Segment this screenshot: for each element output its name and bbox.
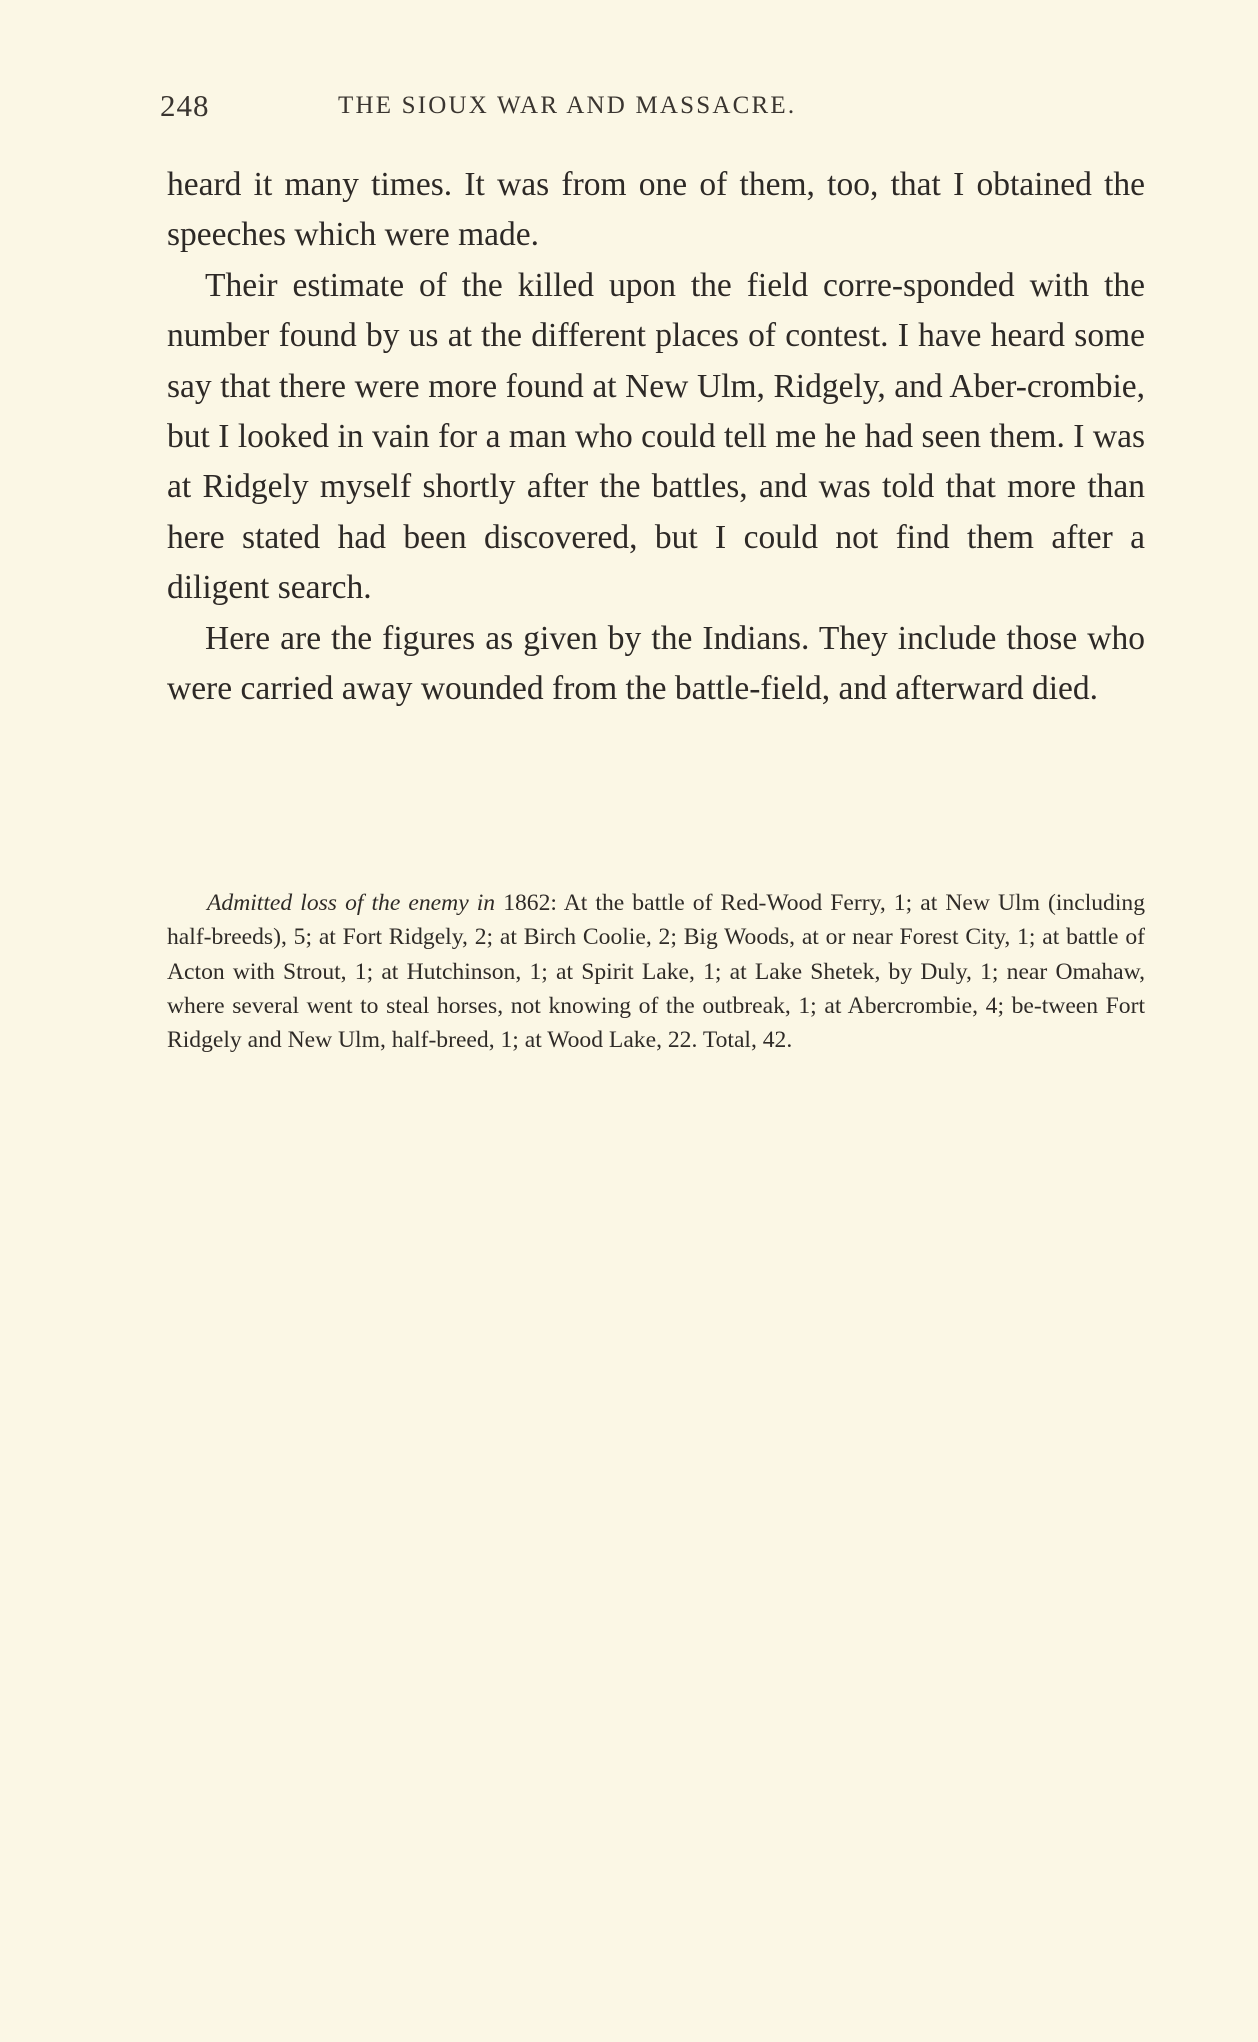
running-head	[160, 88, 1150, 128]
page-number: 248	[160, 88, 210, 123]
running-title: THE SIOUX WAR AND MASSACRE.	[338, 92, 797, 119]
paragraph-figures: Here are the figures as given by the Indians. They include those who were carried away wounded from the battle-field, and afterward died.	[167, 619, 1145, 708]
note-lead: Admitted loss of the enemy in	[207, 890, 496, 916]
paragraph-continuation: heard it many times. It was from one of them, too, that I obtained the speeches which were made.	[167, 166, 1145, 254]
paragraph-estimate: Their estimate of the killed upon the field corre-sponded with the number found by us at the different places of contest. I have heard some say that there were more found at New Ulm, Ridgely, and Aber-crombie, but I looked in vain for a man who could tell me he had seen them. I was at Ridgely myself shortly after the battles, and was told that more than here stated had been discovered, but I could not find them after a diligent search.	[167, 266, 1145, 607]
body-text	[167, 160, 1145, 714]
note-text: 1862: At the battle of Red-Wood Ferry, 1; at New Ulm (including half-breeds), 5; at Fort Ridgely, 2; at Birch Coolie, 2; Big Woods, at or near Forest City, 1; at battle of Acton with Strout, 1; at Hutchinson, 1; at Spirit Lake, 1; at Lake Shetek, by Duly, 1; near Omahaw, where several went to steal horses, not knowing of the outbreak, 1; at Abercrombie, 4; be-tween Fort Ridgely and New Ulm, half-breed, 1; at Wood Lake, 22. Total, 42.	[167, 890, 1146, 1054]
loss-note	[167, 886, 1145, 1057]
